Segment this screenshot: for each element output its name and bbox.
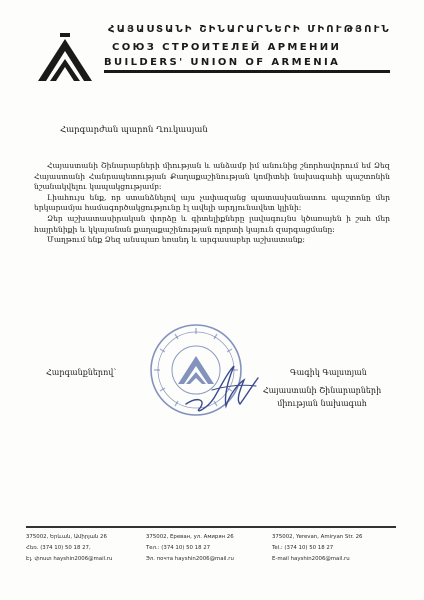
letter-paragraph: Մաղթում ենք Ձեզ անսպառ եռանդ և արգասաբեր աշխատանք:: [47, 235, 305, 245]
letter-paragraph: Լիահույս ենք, որ ստանձնելով այս չափազանց պատասխանատու պաշտոնը մեր երկարամյա համագործակցությունը էլ ավելի արդյունավետ կլինի:: [34, 192, 390, 213]
footer-email: Эл. почта hayshin2006@mail.ru: [146, 556, 234, 562]
letter-body: [34, 161, 390, 246]
letter-paragraph: Ձեր աշխատասիրական փորձը և գիտելիքները լավագույնս կծառայեն ի շահ մեր հայրենիքի և կկայանան քաղաքաշինության ոլորտի կայուն զարգացմանը:: [34, 213, 390, 234]
footer-address: 375002, Yerevan, Amiryan Str. 26: [272, 534, 363, 540]
letterhead-name-russian: СОЮЗ СТРОИТЕЛЕЙ АРМЕНИИ: [112, 42, 342, 53]
signer-name: Գագիկ Գալստյան: [290, 368, 367, 377]
signer-title-line: միության նախագահ: [277, 399, 367, 408]
footer-address: 375002, Ереван, ул. Амирян 26: [146, 534, 234, 540]
signer-title-line: Հայաստանի Շինարարների: [262, 386, 382, 395]
footer-email: E-mail hayshin2006@mail.ru: [272, 556, 350, 562]
footer-phone: Тел.: (374 10) 50 18 27: [146, 545, 211, 551]
footer-email: Էլ. փոստ hayshin2006@mail.ru: [26, 556, 113, 562]
letter-closing: Հարգանքներով՝: [46, 368, 117, 377]
footer-contacts-armenian: [26, 532, 112, 565]
footer-contacts-english: [272, 532, 362, 565]
footer-phone: Հեռ. (374 10) 50 18 27,: [26, 545, 91, 551]
signer-title: [262, 384, 382, 410]
handwritten-signature-icon: [182, 360, 264, 418]
footer-address: 375002, Երևան, Ամիրյան 26: [26, 534, 107, 540]
footer-phone: Tel.: (374 10) 50 18 27: [272, 545, 334, 551]
footer-divider: [26, 526, 396, 528]
letter-salutation: Հարգարժան պարոն Ղուկասյան: [60, 125, 208, 135]
letterhead-name-armenian: ՀԱՅԱՍՏԱՆԻ ՇԻՆԱՐԱՐՆԵՐԻ ՄԻՈՒԹՅՈՒՆ: [108, 24, 391, 35]
union-logo-icon: [36, 33, 94, 83]
letter-paragraph: Հայաստանի Շինարարների միության և անձամբ իմ անունից շնորհավորում եմ Ձեզ Հայաստանի Հանրապետության Քաղաքաշինության կոմիտեի նախագահի պաշտոնին նշանակվելու կապակցությամբ:: [34, 161, 390, 192]
footer-contacts-russian: [146, 532, 234, 565]
letterhead-divider: [104, 70, 390, 73]
letterhead-name-english: BUILDERS' UNION OF ARMENIA: [104, 57, 341, 68]
